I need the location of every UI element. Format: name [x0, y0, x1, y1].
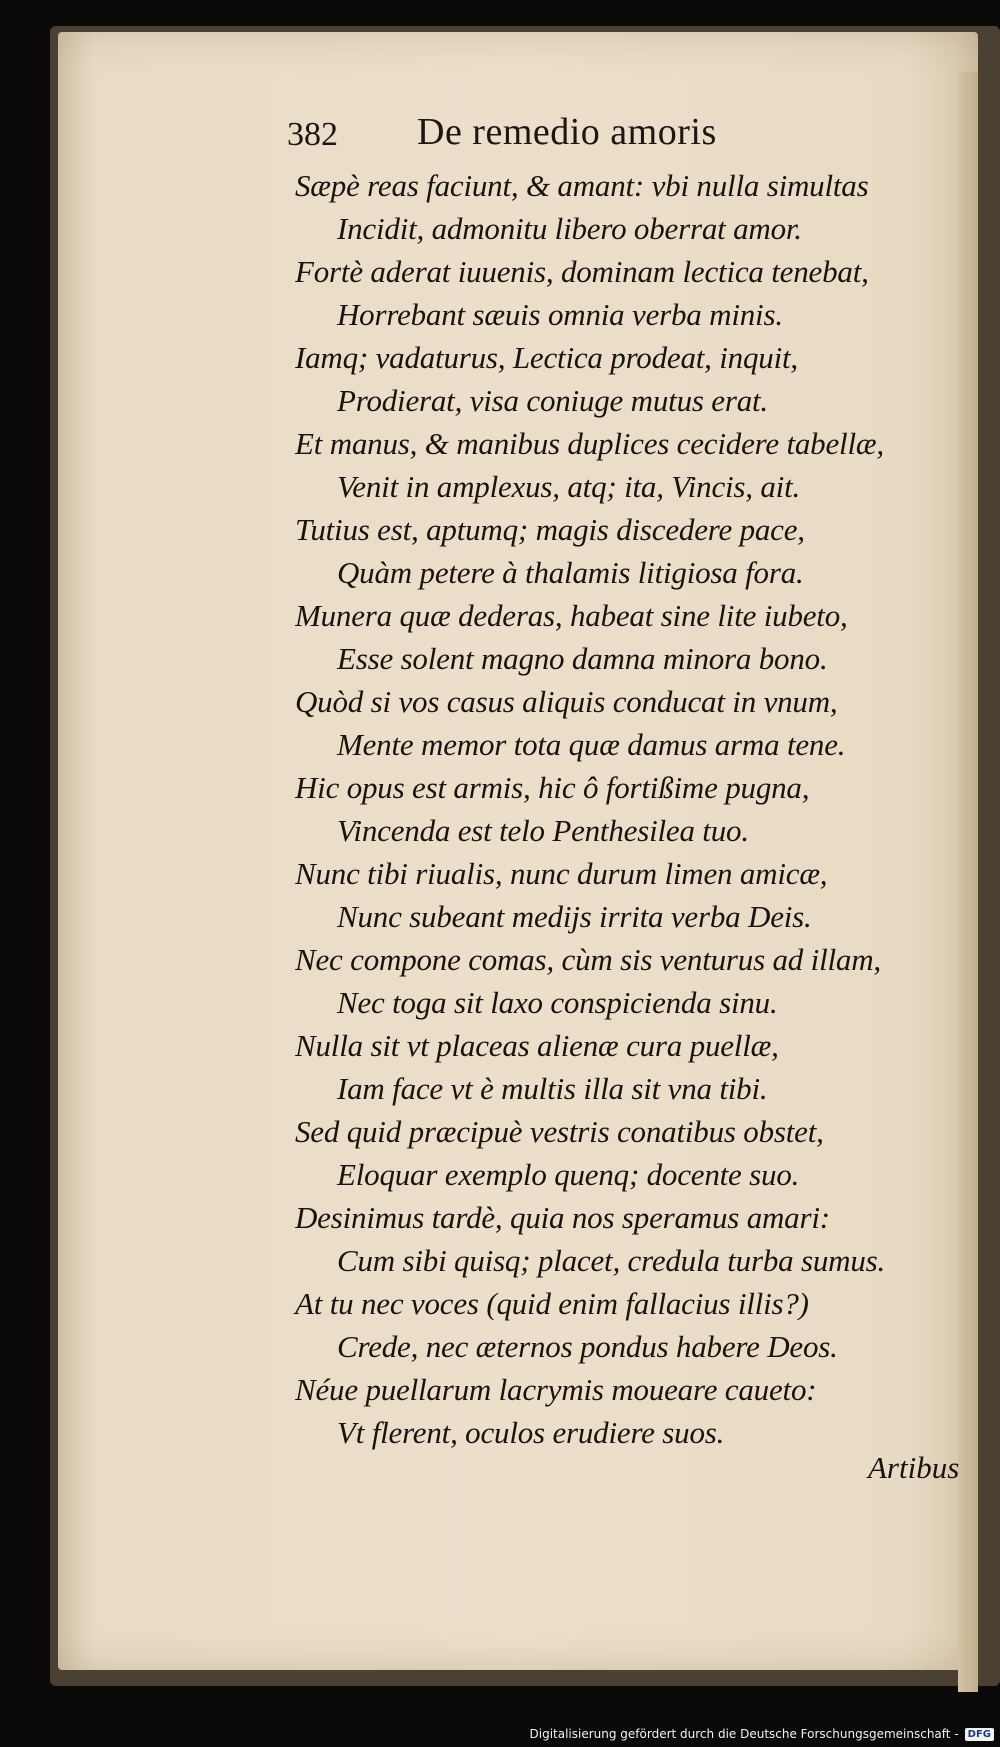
verse-line-hexameter: Quòd si vos casus aliquis conducat in vnum,	[295, 684, 838, 719]
verse-line-pentameter: Eloquar exemplo quenq; docente suo.	[337, 1157, 800, 1192]
verse-line-pentameter: Vt flerent, oculos erudiere suos.	[337, 1415, 725, 1450]
digitization-credit	[530, 1723, 995, 1745]
dfg-logo: DFG	[965, 1728, 994, 1741]
verse-line-hexameter: Nec compone comas, cùm sis venturus ad illam,	[295, 942, 881, 977]
verse-line-pentameter: Venit in amplexus, atq; ita, Vincis, ait.	[337, 469, 801, 504]
verse-line-pentameter: Prodierat, visa coniuge mutus erat.	[337, 383, 768, 418]
verse-line-hexameter: Tutius est, aptumq; magis discedere pace,	[295, 512, 805, 547]
verse-line-hexameter: Iamq; vadaturus, Lectica prodeat, inquit,	[295, 340, 798, 375]
verse-line-pentameter: Iam face vt è multis illa sit vna tibi.	[337, 1071, 768, 1106]
verse-line-hexameter: Nulla sit vt placeas alienæ cura puellæ,	[295, 1028, 779, 1063]
verse-line-hexameter: Et manus, & manibus duplices cecidere tabellæ,	[295, 426, 884, 461]
credit-text: Digitalisierung gefördert durch die Deutsche Forschungsgemeinschaft -	[529, 1727, 959, 1741]
verse-line-pentameter: Esse solent magno damna minora bono.	[337, 641, 828, 676]
verse-line-hexameter: Sæpè reas faciunt, & amant: vbi nulla simultas	[295, 168, 869, 203]
verse-line-pentameter: Quàm petere à thalamis litigiosa fora.	[337, 555, 804, 590]
verse-line-pentameter: Nunc subeant medijs irrita verba Deis.	[337, 899, 812, 934]
running-title: De remedio amoris	[417, 111, 717, 153]
verse-line-hexameter: Fortè aderat iuuenis, dominam lectica tenebat,	[295, 254, 869, 289]
verse-block	[295, 164, 975, 1454]
page-number: 382	[287, 116, 338, 153]
page-header	[287, 110, 807, 158]
verse-line-hexameter: Nunc tibi riualis, nunc durum limen amicæ,	[295, 856, 828, 891]
verse-line-hexameter: Néue puellarum lacrymis moueare caueto:	[295, 1372, 817, 1407]
verse-line-pentameter: Nec toga sit laxo conspicienda sinu.	[337, 985, 778, 1020]
verse-line-pentameter: Crede, nec æternos pondus habere Deos.	[337, 1329, 838, 1364]
verse-line-hexameter: Hic opus est armis, hic ô fortißime pugna,	[295, 770, 810, 805]
verse-line-pentameter: Horrebant sæuis omnia verba minis.	[337, 297, 783, 332]
verse-line-pentameter: Incidit, admonitu libero oberrat amor.	[337, 211, 802, 246]
verse-line-pentameter: Mente memor tota quæ damus arma tene.	[337, 727, 846, 762]
verse-line-hexameter: Munera quæ dederas, habeat sine lite iubeto,	[295, 598, 848, 633]
verse-line-hexameter: Sed quid præcipuè vestris conatibus obstet,	[295, 1114, 824, 1149]
catchword: Artibus	[868, 1450, 960, 1485]
verse-line-hexameter: Desinimus tardè, quia nos speramus amari:	[295, 1200, 830, 1235]
verse-line-hexameter: At tu nec voces (quid enim fallacius illis?)	[295, 1286, 809, 1321]
verse-line-pentameter: Vincenda est telo Penthesilea tuo.	[337, 813, 749, 848]
verse-line-pentameter: Cum sibi quisq; placet, credula turba sumus.	[337, 1243, 886, 1278]
